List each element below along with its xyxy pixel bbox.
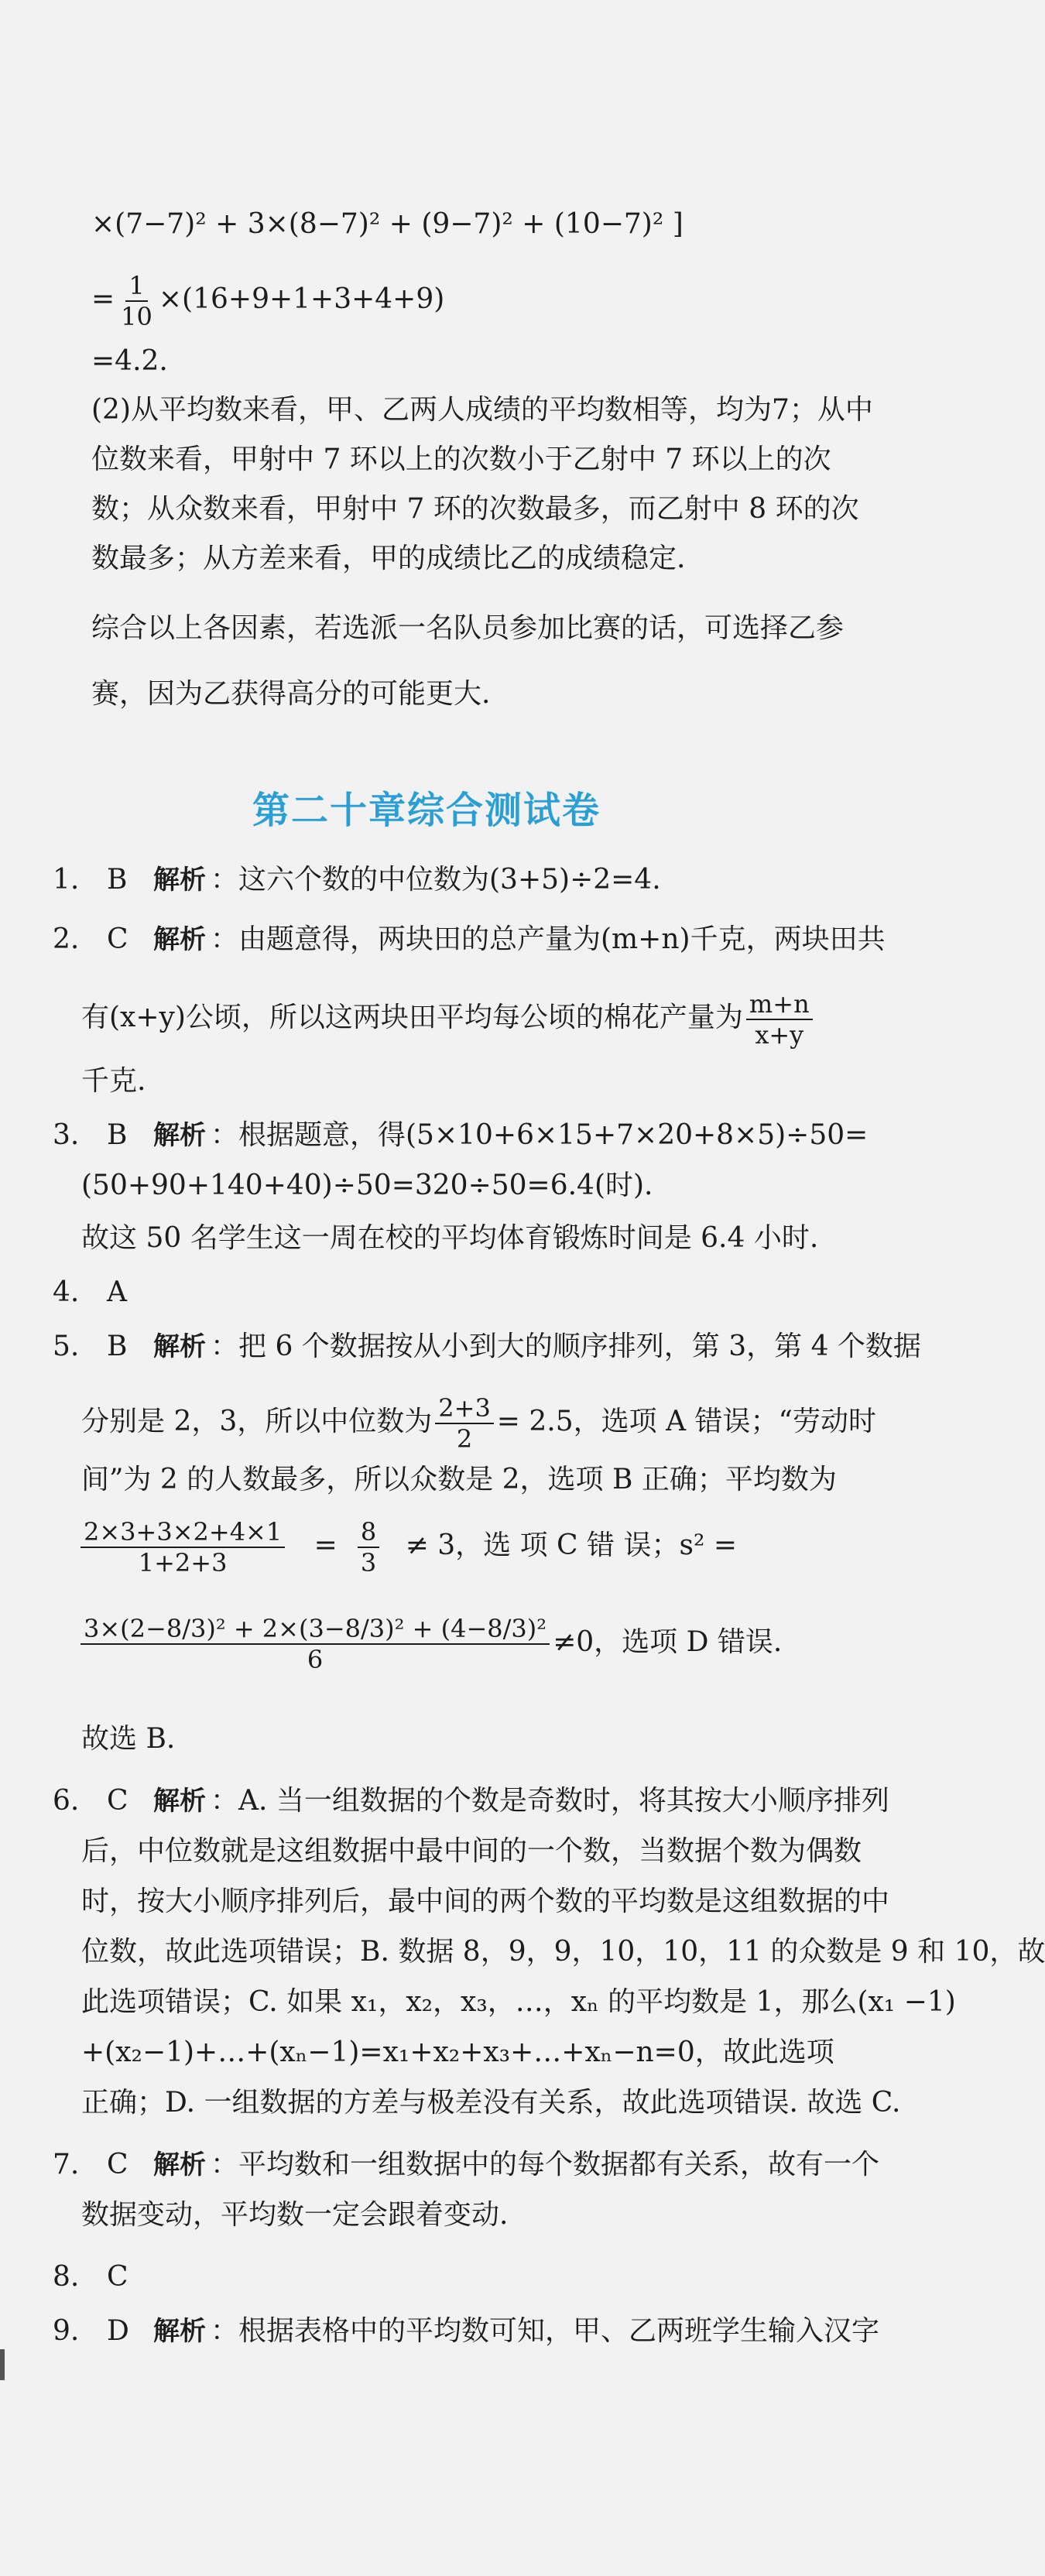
q1-number: 1. [53, 864, 80, 896]
q5-answer: B [107, 1331, 128, 1362]
q5-line-2 [81, 1393, 876, 1454]
q5-mean-result-fraction [358, 1517, 379, 1577]
q5-mean-fraction [81, 1517, 285, 1577]
q2-text: ：由题意得，两块田的总产量为(m+n)千克，两块田共 [211, 923, 886, 955]
q6-answer: C [107, 1785, 128, 1817]
q5-number: 5. [53, 1331, 80, 1362]
q1-jiexi-label: 解析 [153, 865, 206, 896]
q9-answer: D [107, 2315, 129, 2347]
q5-mean-result-denominator: 3 [360, 1548, 377, 1577]
q9-jiexi-label: 解析 [153, 2316, 206, 2347]
q7-answer: C [107, 2149, 128, 2180]
question-2 [53, 923, 886, 957]
q5-text: ：把 6 个数据按从小到大的顺序排列，第 3，第 4 个数据 [211, 1331, 921, 1362]
cont-equals: = [91, 283, 115, 315]
cont-line-8: 综合以上各因素，若选派一名队员参加比赛的话，可选择乙参 [91, 612, 845, 644]
cont-frac-numerator: 1 [125, 271, 147, 302]
q6-line-4: 位数，故此选项错误；B. 数据 8，9，9，10，10，11 的众数是 9 和 10，故 [81, 1936, 1045, 1968]
q2-line-2 [81, 989, 816, 1050]
q5-line-2-a: 分别是 2，3，所以中位数为 [81, 1406, 433, 1437]
q6-line-6: +(x₂−1)+…+(xₙ−1)=x₁+x₂+x₃+…+xₙ−n=0，故此选项 [81, 2036, 834, 2068]
q9-text: ：根据表格中的平均数可知，甲、乙两班学生输入汉字 [211, 2315, 880, 2347]
q7-text: ：平均数和一组数据中的每个数据都有关系，故有一个 [211, 2149, 880, 2180]
q6-line-3: 时，按大小顺序排列后，最中间的两个数的平均数是这组数据的中 [81, 1886, 890, 1917]
cont-expression: ×(16+9+1+3+4+9) [158, 283, 445, 315]
q6-jiexi-label: 解析 [153, 1786, 206, 1817]
q2-answer: C [107, 923, 128, 955]
cont-line-7: 数最多；从方差来看，甲的成绩比乙的成绩稳定. [91, 543, 686, 574]
section-title: 第二十章综合测试卷 [252, 789, 601, 832]
q3-answer: B [107, 1119, 128, 1151]
q2-frac-denominator: x+y [755, 1020, 804, 1050]
q2-fraction [746, 989, 813, 1050]
q6-line-7: 正确；D. 一组数据的方差与极差没有关系，故此选项错误. 故选 C. [81, 2087, 901, 2119]
cont-fraction [118, 271, 156, 331]
question-1 [53, 863, 661, 897]
cont-line-2 [91, 271, 444, 331]
q6-text: ：A. 当一组数据的个数是奇数时，将其按大小顺序排列 [211, 1785, 889, 1817]
q4-number: 4. [53, 1276, 80, 1308]
question-7 [53, 2148, 879, 2182]
q7-line-2: 数据变动，平均数一定会跟着变动. [81, 2199, 509, 2231]
q2-frac-numerator: m+n [746, 989, 813, 1020]
q5-jiexi-label: 解析 [153, 1331, 206, 1362]
q3-line-2: (50+90+140+40)÷50=320÷50=6.4(时). [81, 1170, 653, 1201]
q3-text: ：根据题意，得(5×10+6×15+7×20+8×5)÷50= [211, 1119, 869, 1151]
q9-number: 9. [53, 2315, 80, 2347]
q7-number: 7. [53, 2149, 80, 2180]
q3-line-3: 故这 50 名学生这一周在校的平均体育锻炼时间是 6.4 小时. [81, 1222, 819, 1254]
q5-line-4-equals: = [314, 1530, 337, 1561]
q5-median-denominator: 2 [456, 1424, 473, 1454]
q6-line-5: 此选项错误；C. 如果 x₁，x₂，x₃，…，xₙ 的平均数是 1，那么(x₁ −1) [81, 1986, 956, 2018]
q8-number: 8. [53, 2261, 80, 2293]
question-3 [53, 1118, 868, 1153]
q4-answer: A [107, 1276, 127, 1308]
q5-mean-result-numerator: 8 [358, 1517, 379, 1548]
cont-line-9: 赛，因为乙获得高分的可能更大. [91, 678, 491, 710]
q2-jiexi-label: 解析 [153, 924, 206, 955]
cont-line-1: ×(7−7)² + 3×(8−7)² + (9−7)² + (10−7)² ] [91, 208, 684, 240]
q1-text: ：这六个数的中位数为(3+5)÷2=4. [211, 864, 661, 896]
binding-edge-mark [0, 2349, 5, 2380]
q3-number: 3. [53, 1119, 80, 1151]
q2-line-3: 千克. [81, 1065, 146, 1097]
question-4 [53, 1276, 153, 1310]
cont-line-4: (2)从平均数来看，甲、乙两人成绩的平均数相等，均为7；从中 [91, 394, 873, 426]
cont-line-3: =4.2. [91, 345, 168, 377]
cont-frac-denominator: 10 [121, 302, 152, 331]
q5-variance-denominator: 6 [307, 1645, 324, 1674]
q5-median-numerator: 2+3 [435, 1393, 494, 1424]
q7-jiexi-label: 解析 [153, 2150, 206, 2180]
q5-line-5 [77, 1614, 782, 1674]
q3-jiexi-label: 解析 [153, 1120, 206, 1151]
q2-number: 2. [53, 923, 80, 955]
q5-mean-numerator: 2×3+3×2+4×1 [81, 1517, 285, 1548]
q5-variance-numerator: 3×(2−8/3)² + 2×(3−8/3)² + (4−8/3)² [81, 1614, 550, 1645]
q5-mean-denominator: 1+2+3 [138, 1548, 228, 1577]
q5-line-4-b: ≠ 3，选 项 C 错 误；s² = [405, 1530, 738, 1561]
q8-answer: C [107, 2261, 128, 2293]
question-5 [53, 1330, 921, 1364]
q5-line-5-b: ≠0，选项 D 错误. [553, 1626, 783, 1658]
q5-median-fraction [435, 1393, 494, 1454]
q6-line-2: 后，中位数就是这组数据中最中间的一个数，当数据个数为偶数 [81, 1835, 862, 1867]
q5-line-4 [77, 1517, 737, 1577]
q5-line-2-b: = 2.5，选项 A 错误；“劳动时 [496, 1406, 876, 1437]
cont-line-6: 数；从众数来看，甲射中 7 环的次数最多，而乙射中 8 环的次 [91, 493, 859, 525]
q6-number: 6. [53, 1785, 80, 1817]
question-6 [53, 1784, 889, 1818]
q1-answer: B [107, 864, 128, 896]
q5-variance-fraction [81, 1614, 550, 1674]
cont-line-5: 位数来看，甲射中 7 环以上的次数小于乙射中 7 环以上的次 [91, 444, 831, 475]
question-9 [53, 2314, 879, 2348]
question-8 [53, 2260, 153, 2294]
q5-line-6: 故选 B. [81, 1723, 176, 1755]
q2-line-2-text: 有(x+y)公顷，所以这两块田平均每公顷的棉花产量为 [81, 1002, 743, 1033]
q5-line-3: 间”为 2 的人数最多，所以众数是 2，选项 B 正确；平均数为 [81, 1464, 837, 1495]
